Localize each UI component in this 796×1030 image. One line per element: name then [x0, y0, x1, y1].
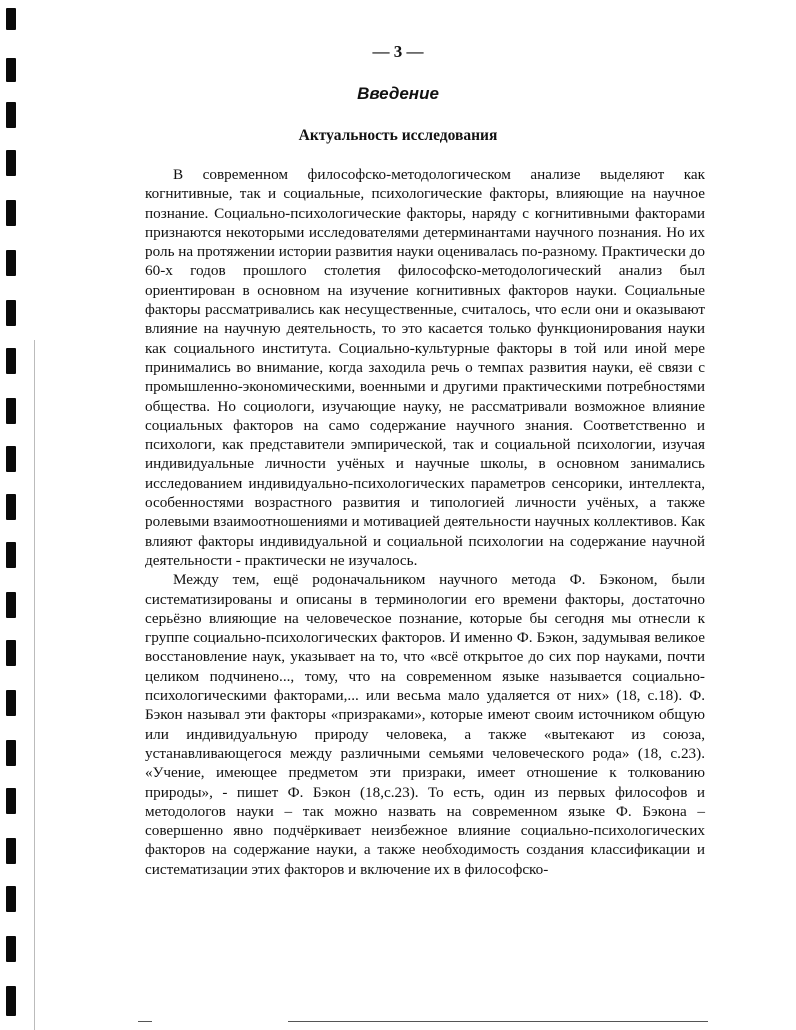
- binding-mark: [6, 150, 16, 176]
- binding-mark: [6, 348, 16, 374]
- scan-edge-line: [34, 340, 35, 1030]
- binding-mark: [6, 886, 16, 912]
- binding-mark: [6, 446, 16, 472]
- section-subtitle: Актуальность исследования: [298, 127, 498, 144]
- scan-bottom-line: [138, 1021, 152, 1022]
- binding-mark: [6, 740, 16, 766]
- binding-mark: [6, 300, 16, 326]
- binding-mark: [6, 542, 16, 568]
- binding-mark: [6, 592, 16, 618]
- binding-mark: [6, 398, 16, 424]
- binding-mark: [6, 986, 16, 1016]
- binding-mark: [6, 102, 16, 128]
- binding-mark: [6, 838, 16, 864]
- paragraph: Между тем, ещё родоначальником научного метода Ф. Бэконом, были систематизированы и описаны в терминологии его времени факторы, достаточно серьёзно влияющие на человеческое познание, которые бы сегодня мы отнесли к группе социально-психологических факторов. И именно Ф. Бэкон, задумывая великое восстановление наук, указывает на то, что «всё открытое до сих пор науками, почти целиком подчинено..., тому, что на современном языке называется социально-психологическими факторами,... или весьма мало удаляется от них» (18, с.18). Ф. Бэкон называл эти факторы «призраками», которые имеют своим источником общую или индивидуальную природу человека, а также «вытекают из союза, устанавливающегося между различными семьями человеческого рода» (18, с.23). «Учение, имеющее предметом эти призраки, имеет отношение к толкованию природы», - пишет Ф. Бэкон (18,с.23). То есть, один из первых философов и методологов науки – так можно назвать на современном языке Ф. Бэкона – совершенно явно подчёркивает неизбежное влияние социально-психологических факторов на содержание науки, а также необходимость создания классификации и систематизации этих факторов и включение их в философско-: [145, 571, 705, 878]
- paragraph: В современном философско-методологическом анализе выделяют как когнитивные, так и социальные, психологические факторы, влияющие на научное познание. Социально-психологические факторы, наряду с когнитивными факторами признаются некоторыми исследователями детерминантами научного познания. Но их роль на протяжении истории развития науки оценивалась по-разному. Практически до 60-х годов прошлого столетия философско-методологический анализ был ориентирован в основном на изучение когнитивных факторов науки. Социальные факторы рассматривались как несущественные, считалось, что если они и оказывают влияние на научную деятельность, то это касается только функционирования науки как социального института. Социально-культурные факторы в той или иной мере принимались во внимание, когда заходила речь о темпах развития науки, её связи с промышленно-экономическими, военными и другими практическими потребностями общества. Но социологи, изучающие науку, не рассматривали возможное влияние социальных факторов на само содержание научного знания. Соответственно и психологи, как представители эмпирической, так и социальной психологии, изучая индивидуальные личности учёных и научные школы, в основном занимались исследованием индивидуально-психологических параметров сенсорики, интеллекта, особенностями возрастного развития и типологией личности учёных, а также ролевыми взаимоотношениями и мотивацией деятельности научных коллективов. Как влияют факторы индивидуальной и социальной психологии на содержание научной деятельности - практически не изучалось.: [145, 166, 705, 569]
- binding-mark: [6, 640, 16, 666]
- binding-mark: [6, 936, 16, 962]
- scan-bottom-line: [288, 1021, 708, 1022]
- binding-mark: [6, 690, 16, 716]
- binding-mark: [6, 788, 16, 814]
- binding-mark: [6, 200, 16, 226]
- page-number: — 3 —: [372, 42, 424, 61]
- binding-mark: [6, 494, 16, 520]
- section-title: Введение: [357, 84, 439, 103]
- body-text: [145, 165, 705, 879]
- binding-mark: [6, 250, 16, 276]
- binding-mark: [6, 8, 16, 30]
